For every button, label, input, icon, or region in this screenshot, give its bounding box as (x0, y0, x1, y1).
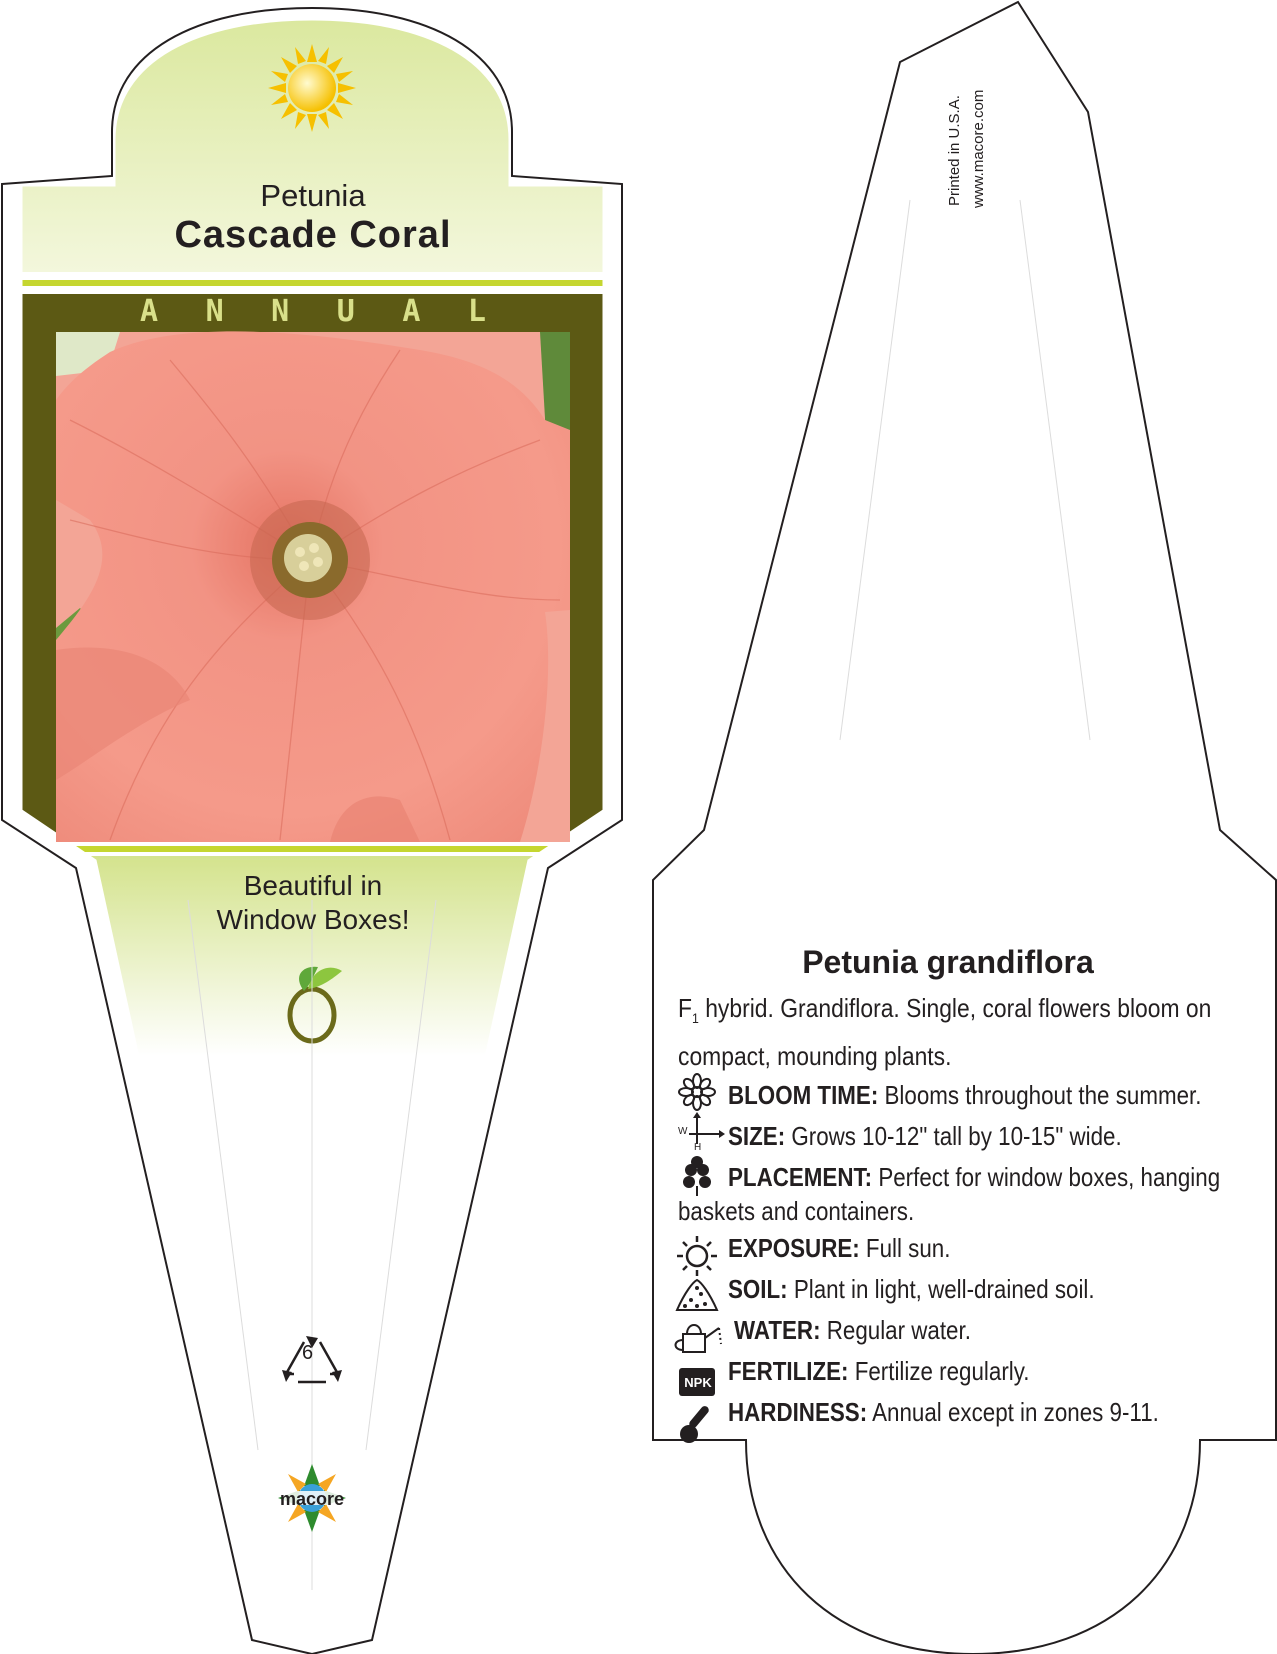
care-placement: PLACEMENT: Perfect for window boxes, hanging (728, 1162, 1221, 1193)
category-letter: N (205, 294, 224, 329)
top-band-accent (20, 280, 606, 286)
care-soil: SOIL: Plant in light, well-drained soil. (728, 1274, 1095, 1305)
tagline-line: Window Boxes! (216, 904, 410, 935)
category-letter: A (402, 294, 421, 329)
tagline-line: Beautiful in (243, 870, 383, 901)
printed-in-label: Printed in U.S.A. (946, 95, 963, 206)
website-label: www.macore.com (970, 89, 987, 208)
recycle-number: 6 (302, 1342, 314, 1364)
care-info (678, 944, 1238, 1433)
care-placement-cont: baskets and containers. (678, 1196, 915, 1227)
npk-icon-label: NPK (684, 1375, 712, 1390)
category-letter: N (271, 294, 290, 329)
category-letter: A (140, 294, 159, 329)
care-exposure: EXPOSURE: Full sun. (728, 1233, 951, 1264)
bottom-band-accent (20, 846, 606, 852)
care-hardiness: HARDINESS: Annual except in zones 9-11. (728, 1397, 1159, 1428)
brand-name: macore (279, 1489, 345, 1509)
care-fertilize: FERTILIZE: Fertilize regularly. (728, 1356, 1030, 1387)
care-size: SIZE: Grows 10-12" tall by 10-15" wide. (728, 1121, 1122, 1152)
size-icon-h: H (694, 1142, 702, 1153)
species-name: Petunia (260, 178, 366, 213)
cultivar-name: Cascade Coral (174, 214, 452, 256)
tagline (140, 869, 486, 937)
category-label (140, 294, 486, 329)
description: $F_1$ hybrid. Grandiflora. Single, coral flowers bloom on compact, mounding plants. (678, 993, 1212, 1072)
care-bloom: BLOOM TIME: Blooms throughout the summer. (728, 1080, 1202, 1111)
flower-photo (56, 331, 570, 842)
category-letter: U (336, 294, 355, 329)
front-sun-icon (268, 44, 356, 132)
category-letter: L (467, 294, 486, 329)
botanical-name: Petunia grandiflora (802, 944, 1094, 980)
size-icon-w: W (678, 1126, 688, 1137)
care-water: WATER: Regular water. (734, 1315, 971, 1346)
